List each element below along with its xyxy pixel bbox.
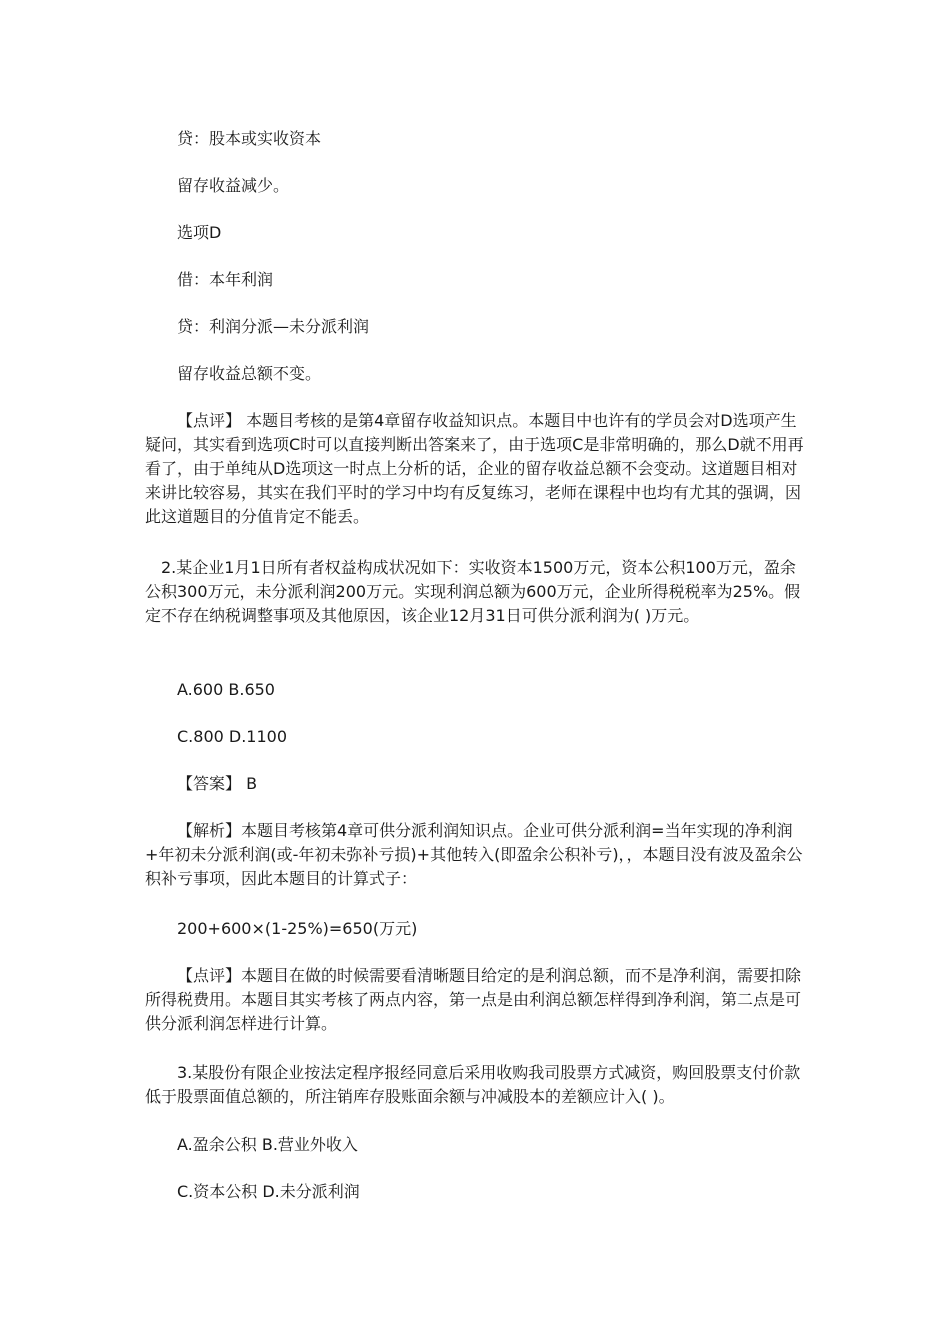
comment-paragraph-q1: 【点评】 本题目考核的是第4章留存收益知识点。本题目中也许有的学员会对D选项产生疑问，其实看到选项C时可以直接判断出答案来了，由于选项C是非常明确的，那么D就不用再看了，由于单纯从D选项这一时点上分析的话，企业的留存收益总额不会变动。这道题目相对来讲比较容易，其实在我们平时的学习中均有反复练习，老师在课程中也均有尤其的强调，因此这道题目的分值肯定不能丢。 — [145, 411, 804, 526]
option-d-heading: 选项D — [177, 223, 222, 242]
question-2-answer: 【答案】 B — [177, 774, 258, 793]
question-2-comment: 【点评】本题目在做的时候需要看清晰题目给定的是利润总额，而不是净利润，需要扣除所得税费用。本题目其实考核了两点内容，第一点是由利润总额怎样得到净利润，第二点是可供分派利润怎样进行计算。 — [145, 966, 802, 1033]
question-2-formula: 200+600×(1-25%)=650(万元) — [177, 919, 418, 938]
debit-current-profit-line: 借：本年利润 — [177, 270, 274, 289]
question-2-options-ab: A.600 B.650 — [177, 680, 275, 699]
question-3-stem: 3.某股份有限企业按法定程序报经同意后采用收购我司股票方式减资，购回股票支付价款低于股票面值总额的，所注销库存股账面余额与冲减股本的差额应计入( )。 — [145, 1063, 801, 1106]
credit-profit-distribution-line: 贷：利润分派—未分派利润 — [177, 317, 370, 336]
question-2-options-cd: C.800 D.1100 — [177, 727, 288, 746]
credit-share-capital-line: 贷：股本或实收资本 — [177, 129, 322, 148]
retained-earnings-decrease-line: 留存收益减少。 — [177, 176, 290, 195]
question-3-options-cd: C.资本公积 D.未分派利润 — [177, 1182, 360, 1201]
question-2-stem: 2.某企业1月1日所有者权益构成状况如下：实收资本1500万元，资本公积100万元，盈余公积300万元，未分派利润200万元。实现利润总额为600万元，企业所得税税率为25%。假定不存在纳税调整事项及其他原因，该企业12月31日可供分派利润为( )万元。 — [145, 558, 801, 625]
retained-earnings-unchanged-line: 留存收益总额不变。 — [177, 364, 322, 383]
question-2-analysis: 【解析】本题目考核第4章可供分派利润知识点。企业可供分派利润=当年实现的净利润+年初未分派利润(或-年初未弥补亏损)+其他转入(即盈余公积补亏)，，本题目没有波及盈余公积补亏事项，因此本题目的计算式子： — [145, 821, 803, 888]
question-3-options-ab: A.盈余公积 B.营业外收入 — [177, 1135, 358, 1154]
